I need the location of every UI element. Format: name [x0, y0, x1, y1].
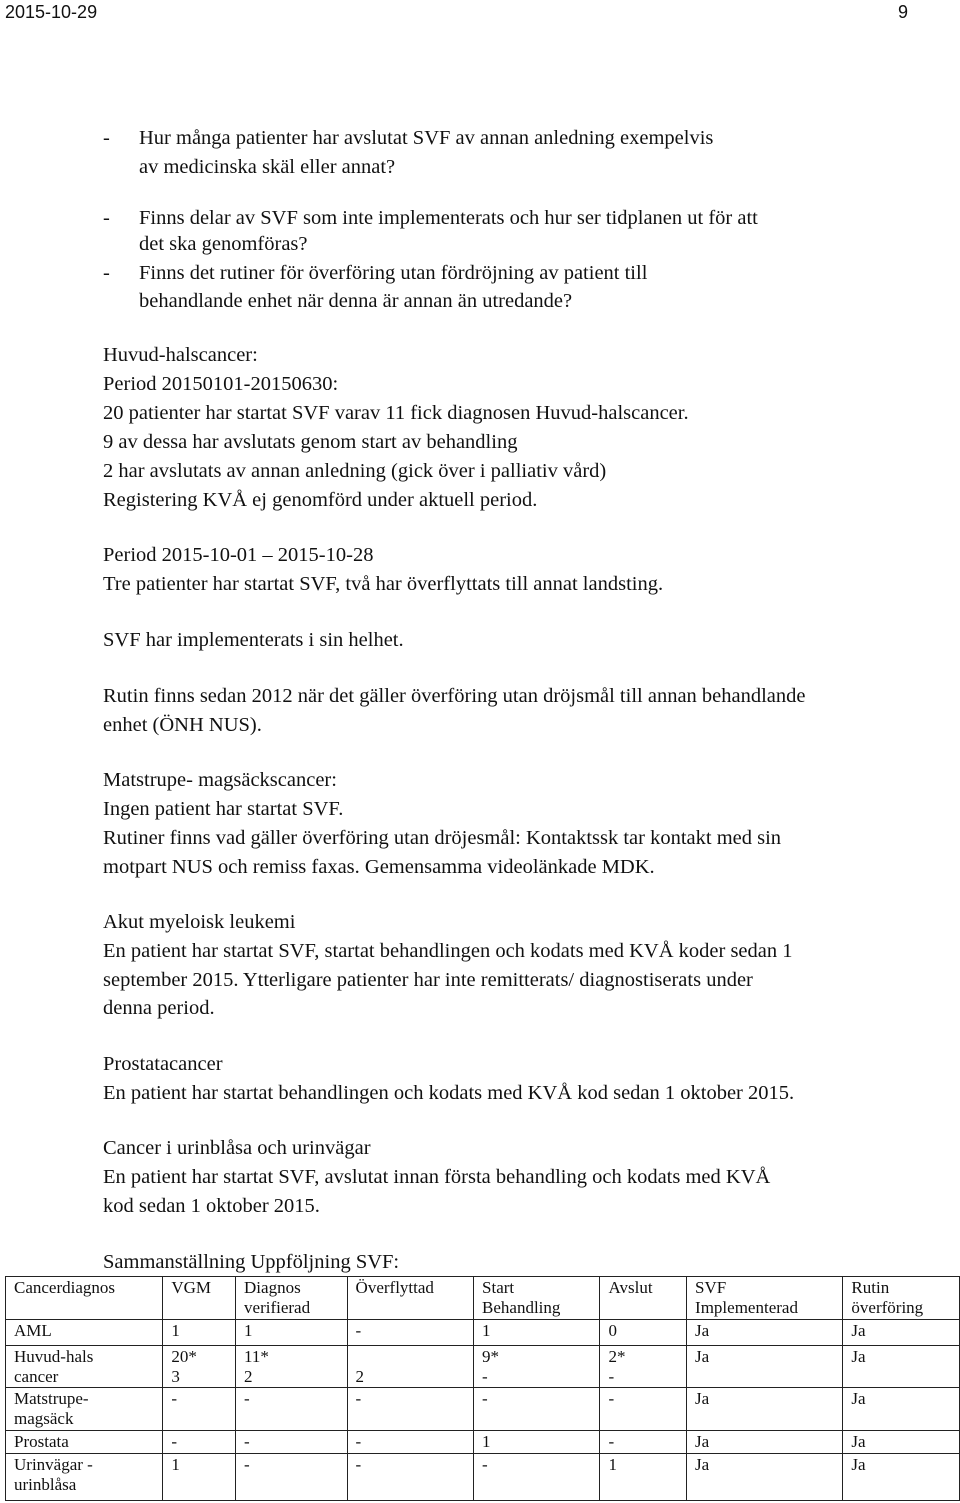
table-cell	[347, 1346, 473, 1388]
body-line: Period 20150101-20150630:	[103, 373, 339, 395]
cell-line: 1	[608, 1455, 617, 1474]
table-cell	[236, 1431, 348, 1454]
body-line: denna period.	[103, 997, 215, 1019]
cell-line: Ja	[695, 1321, 710, 1340]
table-cell	[6, 1320, 163, 1346]
header-date: 2015-10-29	[5, 2, 98, 22]
question-line: behandlande enhet när denna är annan än utredande?	[139, 290, 573, 312]
cell-line: 0	[608, 1321, 617, 1340]
body-line: Period 2015-10-01 – 2015-10-28	[103, 544, 374, 566]
table-cell	[687, 1454, 843, 1501]
bullet-dash: -	[103, 127, 110, 149]
table-cell	[474, 1431, 600, 1454]
table-cell	[843, 1431, 960, 1454]
body-line: 20 patienter har startat SVF varav 11 fick diagnosen Huvud-halscancer.	[103, 402, 689, 424]
cell-line: -	[355, 1389, 362, 1408]
cell-line: 2	[355, 1367, 365, 1386]
table-cell	[687, 1320, 843, 1346]
body-line: Prostatacancer	[103, 1053, 223, 1075]
cell-line: Ja	[851, 1389, 866, 1408]
body-line: september 2015. Ytterligare patienter har inte remitterats/ diagnostiserats under	[103, 969, 753, 991]
cell-line: -	[355, 1455, 362, 1474]
cell-line: -	[244, 1432, 250, 1451]
table-cell	[843, 1454, 960, 1501]
body-line: 9 av dessa har avslutats genom start av behandling	[103, 431, 518, 453]
cell-line: -	[608, 1389, 615, 1408]
cell-line: magsäck	[14, 1409, 74, 1428]
cell-line: Ja	[851, 1321, 866, 1340]
cell-line: Avslut	[608, 1278, 653, 1297]
cell-line: Cancerdiagnos	[14, 1278, 116, 1297]
body-line: Rutiner finns vad gäller överföring utan dröjesmål: Kontaktssk tar kontakt med sin	[103, 827, 782, 849]
body-line: Matstrupe- magsäckscancer:	[103, 769, 337, 791]
cell-line: -	[244, 1389, 250, 1408]
cell-line: Ja	[851, 1432, 866, 1451]
table-cell	[347, 1431, 473, 1454]
body-line: 2 har avslutats av annan anledning (gick över i palliativ vård)	[103, 460, 607, 482]
cell-line: Huvud-hals	[14, 1347, 94, 1366]
table-cell	[474, 1454, 600, 1501]
cell-line: Start	[482, 1278, 515, 1297]
cell-line: Överflyttad	[355, 1278, 434, 1297]
table-row	[6, 1454, 960, 1501]
body-line: Registering KVÅ ej genomförd under aktuell period.	[103, 489, 538, 511]
header-cell	[347, 1277, 473, 1320]
table-row	[6, 1346, 960, 1388]
cell-line: 9*	[482, 1347, 500, 1366]
header-cell	[6, 1277, 163, 1320]
cell-line: Diagnos	[244, 1278, 301, 1297]
cell-line: verifierad	[244, 1298, 311, 1317]
cell-line: -	[482, 1455, 488, 1474]
cell-line: 1	[171, 1455, 180, 1474]
bullet-dash: -	[103, 207, 110, 229]
cell-line: Matstrupe-	[14, 1389, 89, 1408]
cell-line: 1	[482, 1321, 491, 1340]
table-cell	[236, 1320, 348, 1346]
table-cell	[6, 1454, 163, 1501]
body-line: motpart NUS och remiss faxas. Gemensamma videolänkade MDK.	[103, 856, 655, 878]
cell-line: -	[608, 1432, 615, 1451]
header-cell	[843, 1277, 960, 1320]
cell-line: -	[171, 1432, 177, 1451]
table-cell	[687, 1346, 843, 1388]
body-line: kod sedan 1 oktober 2015.	[103, 1195, 320, 1217]
table-cell	[6, 1431, 163, 1454]
table-cell	[600, 1346, 687, 1388]
body-line: SVF har implementerats i sin helhet.	[103, 629, 404, 651]
header-cell	[600, 1277, 687, 1320]
table-cell	[843, 1320, 960, 1346]
cell-line: -	[482, 1389, 488, 1408]
table-cell	[163, 1388, 236, 1431]
table-header-row	[6, 1277, 960, 1320]
cell-line: Behandling	[482, 1298, 561, 1317]
body-line: enhet (ÖNH NUS).	[103, 714, 262, 736]
cell-line: SVF	[695, 1278, 727, 1297]
table-cell	[474, 1346, 600, 1388]
table-row	[6, 1320, 960, 1346]
body-line: Huvud-halscancer:	[103, 344, 258, 366]
cell-line: -	[355, 1321, 362, 1340]
table-cell	[236, 1454, 348, 1501]
cell-line: 1	[244, 1321, 253, 1340]
question-line: av medicinska skäl eller annat?	[139, 156, 396, 178]
cell-line: 1	[171, 1321, 180, 1340]
table-cell	[163, 1431, 236, 1454]
table-cell	[6, 1388, 163, 1431]
header-cell	[163, 1277, 236, 1320]
table-cell	[687, 1388, 843, 1431]
body-line: Tre patienter har startat SVF, två har överflyttats till annat landsting.	[103, 573, 664, 595]
table-cell	[6, 1346, 163, 1388]
cell-line: Rutin	[851, 1278, 890, 1297]
cell-line: AML	[14, 1321, 52, 1340]
body-line: Akut myeloisk leukemi	[103, 911, 296, 933]
body-line: Ingen patient har startat SVF.	[103, 798, 344, 820]
table-cell	[347, 1454, 473, 1501]
table-cell	[236, 1346, 348, 1388]
table-cell	[163, 1320, 236, 1346]
table-cell	[474, 1388, 600, 1431]
cell-line: -	[244, 1455, 250, 1474]
table-row	[6, 1388, 960, 1431]
body-line: En patient har startat behandlingen och kodats med KVÅ kod sedan 1 oktober 2015.	[103, 1082, 795, 1104]
summary-table	[5, 1276, 960, 1501]
cell-line: cancer	[14, 1367, 59, 1386]
table-row	[6, 1431, 960, 1454]
table-cell	[347, 1388, 473, 1431]
table-cell	[163, 1454, 236, 1501]
bullet-dash: -	[103, 262, 110, 284]
cell-line	[356, 1347, 467, 1367]
header-cell	[687, 1277, 843, 1320]
question-line: Hur många patienter har avslutat SVF av annan anledning exempelvis	[139, 127, 714, 149]
question-line: Finns delar av SVF som inte implementerats och hur ser tidplanen ut för att	[139, 207, 758, 229]
body-line: Cancer i urinblåsa och urinvägar	[103, 1137, 371, 1159]
cell-line: Ja	[695, 1347, 710, 1366]
question-line: det ska genomföras?	[139, 233, 308, 255]
cell-line: -	[608, 1367, 615, 1386]
table-cell	[843, 1388, 960, 1431]
cell-line: 1	[482, 1432, 491, 1451]
cell-line: urinblåsa	[14, 1475, 77, 1494]
table-title: Sammanställning Uppföljning SVF:	[103, 1251, 400, 1273]
cell-line: Implementerad	[695, 1298, 798, 1317]
cell-line: 20*	[171, 1347, 197, 1366]
table-cell	[600, 1431, 687, 1454]
cell-line: Ja	[695, 1389, 710, 1408]
cell-line: 2	[244, 1367, 253, 1386]
table-cell	[163, 1346, 236, 1388]
cell-line: Ja	[851, 1455, 866, 1474]
body-line: En patient har startat SVF, avslutat innan första behandling och kodats med KVÅ	[103, 1166, 771, 1188]
cell-line: -	[171, 1389, 177, 1408]
cell-line: -	[355, 1432, 362, 1451]
table-cell	[347, 1320, 473, 1346]
table-cell	[474, 1320, 600, 1346]
cell-line: Ja	[695, 1455, 710, 1474]
cell-line: 3	[171, 1367, 180, 1386]
cell-line: Ja	[695, 1432, 710, 1451]
body-line: En patient har startat SVF, startat behandlingen och kodats med KVÅ koder sedan 1	[103, 940, 793, 962]
header-cell	[474, 1277, 600, 1320]
cell-line: Urinvägar -	[14, 1455, 93, 1474]
table-cell	[843, 1346, 960, 1388]
table-cell	[600, 1454, 687, 1501]
cell-line: 11*	[244, 1347, 269, 1366]
cell-line: Prostata	[14, 1432, 69, 1451]
cell-line: 2*	[608, 1347, 626, 1366]
question-line: Finns det rutiner för överföring utan fördröjning av patient till	[139, 262, 648, 284]
table-cell	[236, 1388, 348, 1431]
cell-line: Ja	[851, 1347, 866, 1366]
cell-line: överföring	[851, 1298, 924, 1317]
cell-line: -	[482, 1367, 488, 1386]
table-cell	[600, 1388, 687, 1431]
body-line: Rutin finns sedan 2012 när det gäller överföring utan dröjsmål till annan behandlande	[103, 685, 806, 707]
page-number: 9	[898, 2, 909, 22]
table-cell	[687, 1431, 843, 1454]
cell-line: VGM	[171, 1278, 211, 1297]
header-cell	[236, 1277, 348, 1320]
table-cell	[600, 1320, 687, 1346]
